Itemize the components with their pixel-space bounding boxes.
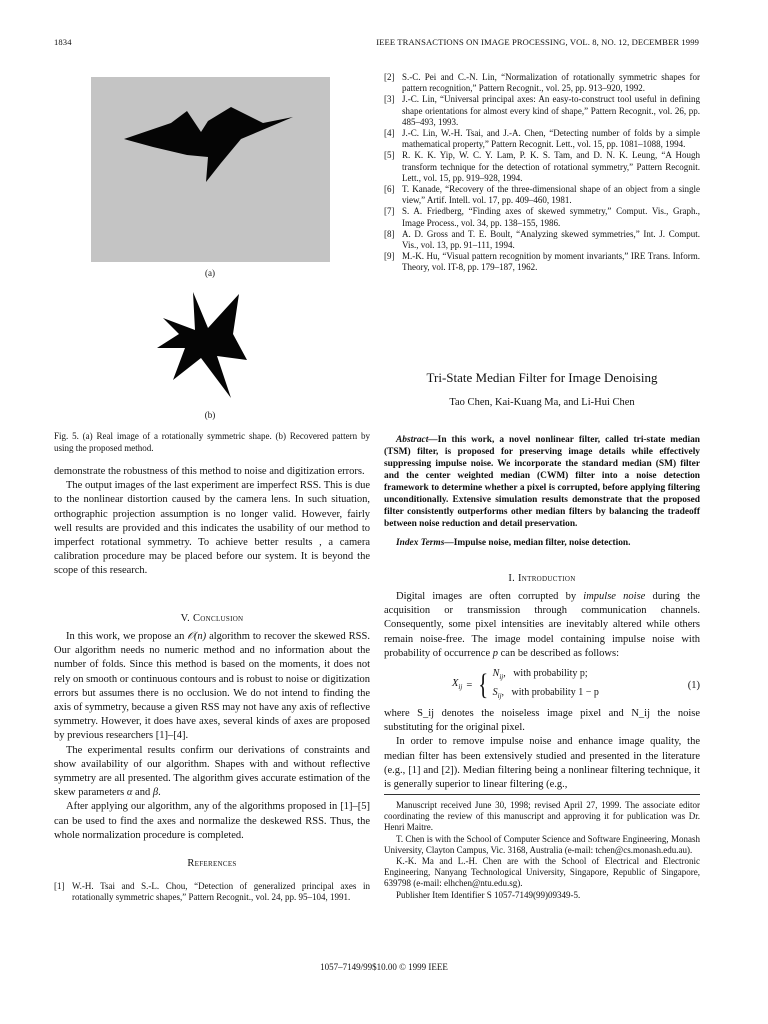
figure-5b-label: (b) <box>204 410 216 420</box>
paragraph <box>54 630 370 744</box>
reference-item <box>384 229 700 251</box>
reference-number: [4] <box>384 128 395 139</box>
reference-number: [7] <box>384 206 395 217</box>
left-column <box>54 465 370 579</box>
abstract <box>384 434 700 530</box>
footnote-paragraph: K.-K. Ma and L.-H. Chen are with the School of Electrical and Electronic Engineering, Nanyang Technological University, Singapore, Republic of Singapore, 639798 (e-mail: elhchen@ntu.edu.sg). <box>384 856 700 889</box>
reference-text: S. A. Friedberg, “Finding axes of skewed symmetry,” Comput. Vis., Graph., Image Process., vol. 34, pp. 138–155, 1986. <box>402 206 700 228</box>
equation-case: $S_{ij}$, with probability 1 − p <box>492 687 599 700</box>
footnote <box>384 800 700 901</box>
page-number: 1834 <box>54 37 72 47</box>
reference-item <box>384 150 700 184</box>
reference-text: J.-C. Lin, “Universal principal axes: An easy-to-construct tool useful in defining shape orientations for almost every kind of shape,” Pattern Recognit., vol. 26, pp. 485–493, 1993. <box>402 94 700 127</box>
reference-number: [5] <box>384 150 395 161</box>
text-run: algorithm to recover the skewed RSS. Our algorithm needs no numeric method and no information about the number of folds. Since this method is based on the moments, it does not rely on smooth or continuous contours and is robust to noise or digitization errors but assumes there is no occlusion. We do not intend to finding the axis of symmetry, because a given RSS may not have any axis of reflective symmetry. However, it does have axes, several kinds of axes are proposed by previous researchers [1]–[4]. <box>54 631 370 742</box>
index-terms-label: Index Terms— <box>396 538 454 548</box>
figure-caption: Fig. 5. (a) Real image of a rotationally symmetric shape. (b) Recovered pattern by using the proposed method. <box>54 431 370 453</box>
figure-5b-image <box>155 290 250 400</box>
reference-item <box>384 184 700 206</box>
reference-number: [9] <box>384 251 395 262</box>
journal-header: IEEE TRANSACTIONS ON IMAGE PROCESSING, VOL. 8, NO. 12, DECEMBER 1999 <box>376 37 699 47</box>
reference-text: S.-C. Pei and C.-N. Lin, “Normalization of rotationally symmetric shapes for pattern recognition,” Pattern Recognit., vol. 25, pp. 913–920, 1992. <box>402 72 700 94</box>
reference-number: [2] <box>384 72 395 82</box>
footnote-rule <box>384 794 700 795</box>
math-complexity: 𝒪(n) <box>187 631 207 642</box>
references-left <box>54 881 370 903</box>
eq-subscript: ij <box>497 692 502 700</box>
reference-number: [6] <box>384 184 395 195</box>
figure-5b-pattern <box>155 290 250 400</box>
conclusion-body <box>54 630 370 843</box>
introduction-body-2 <box>384 707 700 792</box>
reference-text: M.-K. Hu, “Visual pattern recognition by moment invariants,” IRE Trans. Inform. Theory, vol. IT-8, pp. 179–187, 1962. <box>402 251 700 273</box>
math-beta: β <box>152 787 159 799</box>
reference-item <box>384 206 700 228</box>
eq-symbol: X <box>452 678 459 690</box>
references-heading: References <box>187 858 237 869</box>
footnote-paragraph: Manuscript received June 30, 1998; revised April 27, 1999. The associate editor coordinating the review of this manuscript and approving it for publication was Dr. Henri Maitre. <box>384 800 700 833</box>
reference-item <box>384 128 700 150</box>
equation-1 <box>384 668 700 702</box>
reference-text: A. D. Gross and T. E. Boult, “Analyzing skewed symmetries,” Int. J. Comput. Vis., vol. 13, pp. 91–111, 1994. <box>402 228 700 251</box>
reference-number: [8] <box>384 228 395 239</box>
article-authors: Tao Chen, Kai-Kuang Ma, and Li-Hui Chen <box>449 397 635 408</box>
reference-number: [1] <box>54 881 65 891</box>
paragraph: The output images of the last experiment are imperfect RSS. This is due to the nonlinear distortion caused by the camera lens. In such situation, orthographic projection assumption is no longer valid. However, fairly well results are provided and this indicates the usability of our method to imperfect rotational symmetry. To achieve better results , a camera calibration procedure may be placed before our system. It is beyond the scope of this research. <box>54 480 370 577</box>
paragraph <box>54 744 370 801</box>
reference-item <box>384 94 700 128</box>
page-footer: 1057–7149/99$10.00 © 1999 IEEE <box>320 962 448 972</box>
paragraph: demonstrate the robustness of this method to noise and digitization errors. <box>54 466 365 477</box>
text-run: during the acquisition or transmission through communication channels. Consequently, some pixel intensities are inevitably altered while others remain noise-free. The image model containing impulse noise with probability of occurrence <box>384 591 701 659</box>
equation-cases <box>493 666 599 704</box>
eq-condition: with probability 1 − p <box>511 687 599 698</box>
math-alpha: α <box>126 787 133 799</box>
conclusion-heading: V. Conclusion <box>180 613 244 624</box>
footnote-paragraph: T. Chen is with the School of Computer Science and Software Engineering, Monash University, Clayton Campus, Vic. 3168, Australia (e-mail: tchen@cs.monash.edu.au). <box>384 833 700 855</box>
reference-item <box>54 881 370 903</box>
reference-item <box>384 72 700 94</box>
figure-5a-label: (a) <box>205 268 215 278</box>
article-title: Tri-State Median Filter for Image Denoising <box>426 370 658 385</box>
eq-condition: with probability p; <box>513 668 588 679</box>
math-p: p <box>492 647 498 659</box>
equation-brace: { <box>478 668 489 701</box>
equation-case: $N_{ij}$, with probability p; <box>492 668 588 681</box>
eq-symbol: N <box>492 668 500 679</box>
paragraph: After applying our algorithm, any of the algorithms proposed in [1]–[5] can be used to find the axes and normalize the deskewed RSS. Thus, the whole normalization procedure is completed. <box>54 801 370 841</box>
equation-number: (1) <box>687 679 700 691</box>
reference-text: J.-C. Lin, W.-H. Tsai, and J.-A. Chen, “Detecting number of folds by a simple mathematical property,” Pattern Recognit. Lett., vol. 15, pp. 1081–1088, 1994. <box>402 128 700 150</box>
equation-equals: = <box>466 679 473 691</box>
footnote-paragraph: Publisher Item Identifier S 1057-7149(99)09349-5. <box>396 889 581 900</box>
text-run: can be described as follows: <box>498 647 620 659</box>
reference-text: T. Kanade, “Recovery of the three-dimensional shape of an object from a single view,” Artif. Intell. vol. 17, pp. 409–460, 1981. <box>402 184 700 206</box>
paragraph <box>384 590 700 661</box>
figure-5a-photo <box>91 77 330 262</box>
paragraph: In order to remove impulse noise and enhance image quality, the median filter has been extensively studied and presented in the literature (e.g., [1] and [2]). Median filtering being a nonlinear filtering technique, it is generally superior to linear filtering (e.g., <box>384 736 700 791</box>
emphasis: impulse noise <box>583 591 646 602</box>
text-run: Digital images are often corrupted by <box>396 591 584 602</box>
eq-symbol: S <box>492 687 498 698</box>
reference-text: W.-H. Tsai and S.-L. Chou, “Detection of generalized principal axes in rotationally symmetric shapes,” Pattern Recognit., vol. 24, pp. 95–104, 1991. <box>72 881 370 903</box>
index-terms <box>384 537 700 549</box>
reference-number: [3] <box>384 94 395 105</box>
equation-lhs <box>452 678 462 691</box>
introduction-heading: I. Introduction <box>508 573 576 584</box>
text-run: The experimental results confirm our derivations of constraints and show availability of our algorithm. Shapes with and without reflective symmetry are all presented. The algorithm gives accurate estimation of the skew parameters <box>54 744 370 799</box>
abstract-text: In this work, a novel nonlinear filter, called tri-state median (TSM) filter, is proposed for preserving image details while effectively suppressing impulse noise. We incorporate the standard median (SM) filter and the center weighted median (CWM) filter into a noise detection framework to determine whether a pixel is corrupted, before applying filtering unconditionally. Extensive simulation results demonstrate that the proposed filter consistently outperforms other median filters by balancing the tradeoff between noise reduction and detail preservation. <box>384 435 700 529</box>
figure-5a-image <box>91 77 330 262</box>
eq-subscript: ij <box>499 673 504 681</box>
text-run: . <box>158 787 161 799</box>
text-run: and <box>132 787 153 799</box>
abstract-label: Abstract— <box>396 435 438 445</box>
reference-item <box>384 251 700 273</box>
text-run: In this work, we propose an <box>66 631 188 642</box>
eq-subscript: ij <box>458 683 463 692</box>
paragraph: where S_ij denotes the noiseless image pixel and N_ij the noise substituting for the original pixel. <box>384 708 700 734</box>
index-terms-text: Impulse noise, median filter, noise detection. <box>453 538 631 548</box>
introduction-body <box>384 590 700 661</box>
reference-text: R. K. K. Yip, W. C. Y. Lam, P. K. S. Tam, and D. N. K. Leung, “A Hough transform technique for the detection of rotational symmetry,” Pattern Recognit. Lett., vol. 15, pp. 919–928, 1994. <box>402 150 700 183</box>
references-right <box>384 72 700 274</box>
